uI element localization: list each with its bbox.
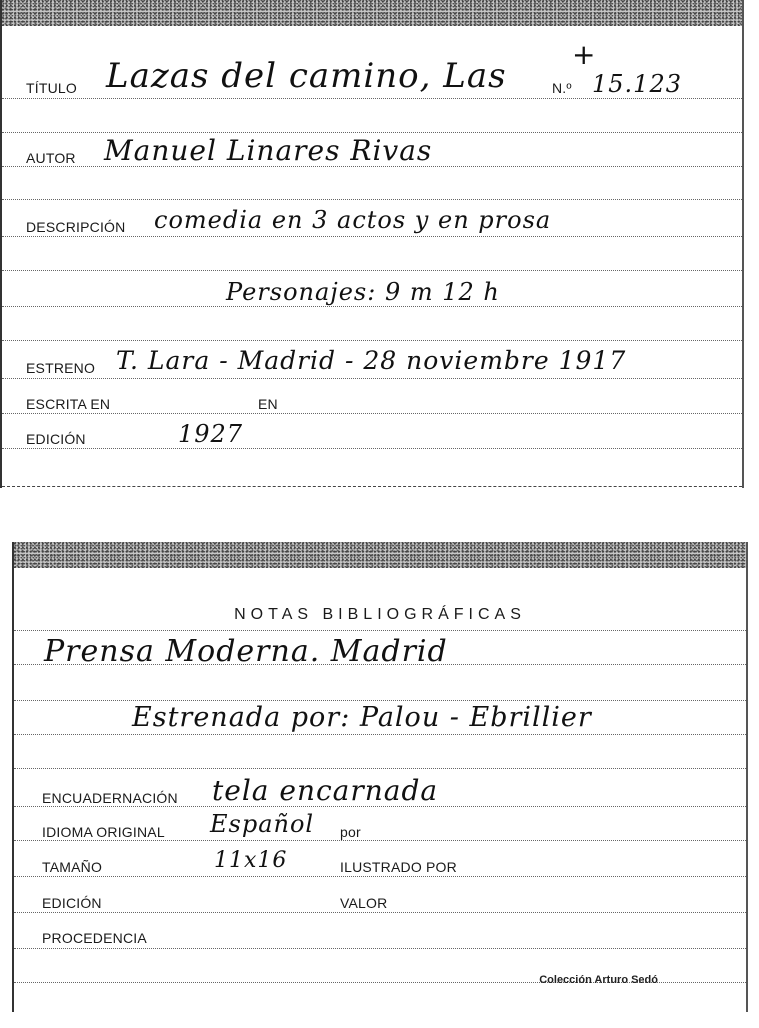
en-label: EN <box>258 396 278 412</box>
idioma-original-value: Español <box>210 810 315 838</box>
rule-line <box>14 700 746 701</box>
rule-line <box>2 236 742 237</box>
numero-label: N.º <box>552 80 572 96</box>
rule-line <box>14 948 746 949</box>
rule-line <box>14 876 746 877</box>
idioma-original-label: IDIOMA ORIGINAL <box>42 824 165 840</box>
ilustrado-por-label: ILUSTRADO POR <box>340 859 457 875</box>
card-bottom-edge <box>2 486 742 487</box>
numero-value: 15.123 <box>592 70 682 98</box>
rule-line <box>2 132 742 133</box>
rule-line <box>2 199 742 200</box>
rule-line <box>2 378 742 379</box>
nota-estrenada: Estrenada por: Palou - Ebrillier <box>132 702 592 733</box>
procedencia-label: PROCEDENCIA <box>42 930 147 946</box>
autor-value: Manuel Linares Rivas <box>104 134 433 167</box>
rule-line <box>14 840 746 841</box>
rule-line <box>14 912 746 913</box>
estreno-label: ESTRENO <box>26 360 96 376</box>
titulo-value: Lazas del camino, Las <box>106 56 507 96</box>
card-top-edge <box>2 0 742 26</box>
notas-bibliograficas-title: NOTAS BIBLIOGRÁFICAS <box>234 606 526 623</box>
rule-line <box>2 340 742 341</box>
encuadernacion-label: ENCUADERNACIÓN <box>42 790 178 806</box>
nota-editorial: Prensa Moderna. Madrid <box>44 634 448 669</box>
catalog-card-front <box>0 0 744 488</box>
rule-line <box>14 630 746 631</box>
card-top-edge <box>14 542 746 568</box>
encuadernacion-value: tela encarnada <box>212 774 439 807</box>
descripcion-value: comedia en 3 actos y en prosa <box>154 206 552 234</box>
rule-line <box>2 98 742 99</box>
edicion-label: EDICIÓN <box>26 431 86 447</box>
catalog-card-back <box>12 542 748 1012</box>
rule-line <box>14 768 746 769</box>
autor-label: AUTOR <box>26 150 76 166</box>
por-label: por <box>340 824 361 840</box>
valor-label: VALOR <box>340 895 388 911</box>
rule-line <box>2 448 742 449</box>
escrita-en-label: ESCRITA EN <box>26 396 111 412</box>
tamano-label: TAMAÑO <box>42 859 103 875</box>
tamano-value: 11x16 <box>214 848 288 873</box>
estreno-value: T. Lara - Madrid - 28 noviembre 1917 <box>116 346 627 375</box>
rule-line <box>2 413 742 414</box>
rule-line <box>2 270 742 271</box>
rule-line <box>14 734 746 735</box>
edicion-value: 1927 <box>178 420 244 448</box>
titulo-label: TÍTULO <box>26 80 77 96</box>
edicion-label: EDICIÓN <box>42 895 102 911</box>
personajes-value: Personajes: 9 m 12 h <box>226 278 500 306</box>
rule-line <box>2 306 742 307</box>
collection-credit: Colección Arturo Sedó <box>539 974 658 986</box>
cross-mark: + <box>572 38 596 71</box>
descripcion-label: DESCRIPCIÓN <box>26 219 126 235</box>
